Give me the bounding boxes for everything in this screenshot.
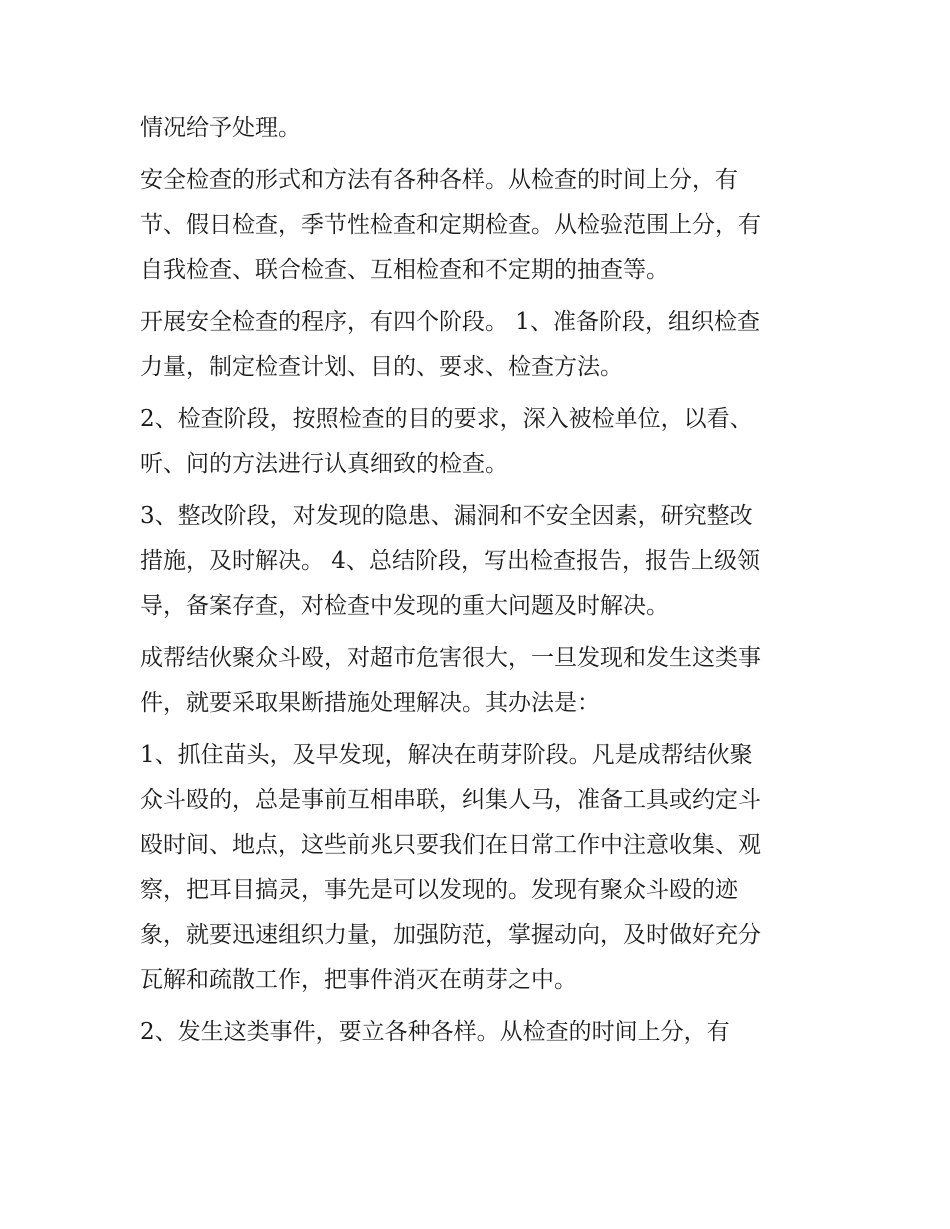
text-line: 安全检查的形式和方法有各种各样。从检查的时间上分，有 (140, 167, 738, 193)
text-line: 象，就要迅速组织力量，加强防范，掌握动向，及时做好充分 (140, 922, 761, 948)
text-line: 节、假日检查，季节性检查和定期检查。从检验范围上分，有 (140, 212, 761, 238)
text-line: 3、整改阶段，对发现的隐患、漏洞和不安全因素，研究整改 (140, 503, 753, 529)
text-line: 成帮结伙聚众斗殴，对超市危害很大，一旦发现和发生这类事 (140, 645, 761, 671)
text-line: 力量，制定检查计划、目的、要求、检查方法。 (140, 354, 623, 380)
text-line: 2、发生这类事件，要立各种各样。从检查的时间上分，有 (140, 1019, 730, 1045)
text-line: 2、检查阶段，按照检查的目的要求，深入被检单位，以看、 (140, 406, 753, 432)
text-line: 1、抓住苗头，及早发现，解决在萌芽阶段。凡是成帮结伙聚 (140, 742, 753, 768)
text-line: 众斗殴的，总是事前互相串联，纠集人马，准备工具或约定斗 (140, 787, 761, 813)
text-line: 自我检查、联合检查、互相检查和不定期的抽查等。 (140, 257, 669, 283)
text-line: 措施，及时解决。 4、总结阶段，写出检查报告，报告上级领 (140, 548, 760, 574)
text-line: 察，把耳目搞灵，事先是可以发现的。发现有聚众斗殴的迹 (140, 877, 738, 903)
text-line: 开展安全检查的程序，有四个阶段。 1、准备阶段，组织检查 (140, 309, 760, 335)
text-line: 瓦解和疏散工作，把事件消灭在萌芽之中。 (140, 967, 577, 993)
text-line: 殴时间、地点，这些前兆只要我们在日常工作中注意收集、观 (140, 832, 761, 858)
text-line: 导，备案存查，对检查中发现的重大问题及时解决。 (140, 593, 669, 619)
text-line: 件，就要采取果断措施处理解决。其办法是： (140, 690, 600, 716)
text-line: 情况给予处理。 (140, 115, 301, 141)
text-line: 听、问的方法进行认真细致的检查。 (140, 451, 508, 477)
body-text (140, 106, 830, 1055)
